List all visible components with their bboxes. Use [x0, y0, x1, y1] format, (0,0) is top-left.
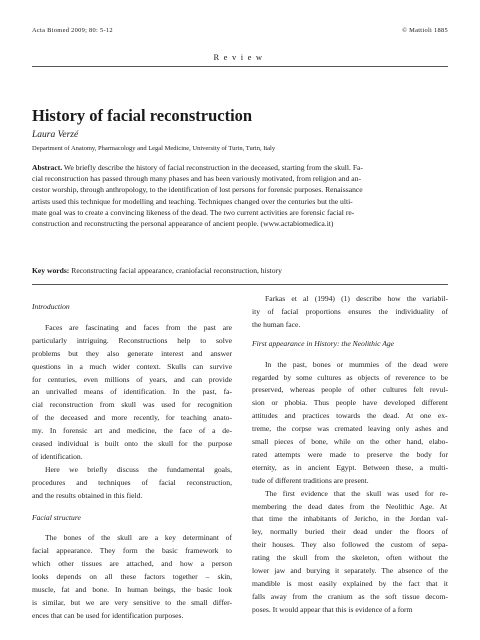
body-line: Here we briefly discuss the fundamental goals, [45, 464, 232, 474]
body-line: The first evidence that the skull was used for re- [265, 488, 448, 498]
body-line: treme, the corpse was cremated leaving only ashes and [252, 424, 448, 434]
section-heading: Facial structure [32, 512, 81, 522]
body-line: for centuries, even millions of years, and can provide [32, 374, 232, 384]
body-line: poses. It would appear that this is evidence of a form [252, 604, 413, 614]
body-line: questions in a much wider context. Skulls can survive [32, 361, 232, 371]
keywords-text: Reconstructing facial appearance, craniofacial reconstruction, history [71, 266, 282, 275]
body-line: particularly intriguing. Reconstructions help to solve [32, 335, 232, 345]
body-line: of the deceased and more recently, for teaching anato- [32, 413, 232, 423]
body-line: ceased individual is built onto the skull for the purpose [32, 439, 232, 448]
section-label: Review [213, 52, 267, 62]
abstract-label: Abstract. [32, 163, 63, 172]
article-title: History of facial reconstruction [32, 106, 253, 125]
body-line: membering the dead dates from the Neolithic Age. At [252, 501, 448, 511]
body-line: and the results obtained in this field. [32, 490, 143, 500]
keywords [32, 266, 282, 275]
abstract-rule [32, 284, 448, 285]
abstract-line: We briefly describe the history of facial reconstruction in the deceased, starting from the skull. Fa- [63, 163, 363, 172]
body-line: The bones of the skull are a key determinant of [45, 533, 232, 543]
keywords-label: Key words: [32, 266, 70, 275]
body-line: which other tissues are attached, and how a person [32, 559, 232, 569]
abstract-line: cestor worship, through anthropology, to the identification of lost persons for forensic purposes. Renaissance [32, 185, 363, 195]
body-line: my. In forensic art and medicine, the face of a de- [32, 426, 232, 436]
body-line: Faces are fascinating and faces from the past are [45, 322, 232, 332]
body-line: an unrivalled means of identification. In the past, fa- [32, 387, 232, 397]
body-line: small pieces of bone, while on the other hand, elabo- [252, 437, 448, 446]
body-line: falls away from the cranium as the soft tissue decom- [252, 591, 448, 601]
body-line: mandible is most easily explained by the fact that it [252, 578, 448, 588]
body-line: ity of facial proportions ensures the individuality of [252, 306, 448, 316]
body-line: Farkas et al (1994) (1) describe how the variabil- [265, 294, 448, 303]
abstract-line: mate goal was to create a convincing likeness of the dead. The two current activities are forensic facial re- [32, 207, 355, 217]
abstract-line: artists used this technique for modelling and teaching. Techniques changed over the centuries but the ulti- [32, 196, 353, 206]
body-line: sion or phobia. Thus people have developed different [252, 398, 448, 408]
body-line: preserved, whereas people of other cultures felt revul- [252, 385, 448, 395]
body-line: is similar, but we are very sensitive to the small differ- [32, 597, 232, 607]
body-line: problems but they also generate interest and answer [32, 348, 232, 358]
body-line: facial appearance. They form the basic framework to [32, 546, 232, 556]
body-line: In the past, bones or mummies of the dead were [265, 359, 448, 369]
abstract-line: construction and reconstructing the personal appearance of ancient people. (www.actabiomedica.it) [32, 219, 334, 229]
body-line: rating the skull from the skeleton, often without the [252, 553, 448, 563]
journal-citation: Acta Biomed 2009; 80: 5-12 [32, 27, 113, 34]
abstract [32, 162, 448, 229]
body-line: muscle, fat and bone. In human beings, the basic look [32, 585, 232, 594]
body-line: eternity, as in ancient Egypt. Between these, a multi- [252, 462, 448, 472]
section-heading: First appearance in History: the Neolithic Age [252, 338, 395, 348]
body-line: that time the inhabitants of Jericho, in the Jordan val- [252, 514, 448, 524]
body-line: ley, normally buried their dead under the floors of [252, 527, 448, 537]
author-affiliation: Department of Anatomy, Pharmacology and Legal Medicine, University of Turin, Turin, Italy [32, 145, 276, 152]
section-heading: Introduction [32, 302, 70, 311]
body-line: tude of different traditions are present. [252, 475, 369, 485]
body-line: of identification. [32, 451, 83, 461]
body-line: looks depends on all these factors together – skin, [32, 572, 232, 582]
abstract-line: cial reconstruction has passed through many phases and has been variously motivated, from religion and an- [32, 174, 361, 184]
body-line: ences that can be used for identification purposes. [32, 610, 184, 620]
body-line: cial reconstruction from skull was used for recognition [32, 400, 232, 410]
body-line: procedures and techniques of facial reconstruction, [32, 477, 232, 487]
body-line: the human face. [252, 319, 301, 329]
body-line: attitudes and practices towards the dead. At one ex- [252, 411, 448, 421]
header-rule [32, 66, 448, 67]
body-line: lower jaw and burying it separately. The absence of the [252, 566, 448, 575]
body-line: their houses. They also followed the custom of sepa- [252, 540, 448, 550]
body-line: rated attempts were made to preserve the body for [252, 449, 448, 459]
publisher-credit: © Mattioli 1885 [402, 27, 448, 34]
article-author: Laura Verzé [32, 130, 79, 140]
body-line: regarded by some cultures as objects of reverence to be [252, 372, 448, 382]
